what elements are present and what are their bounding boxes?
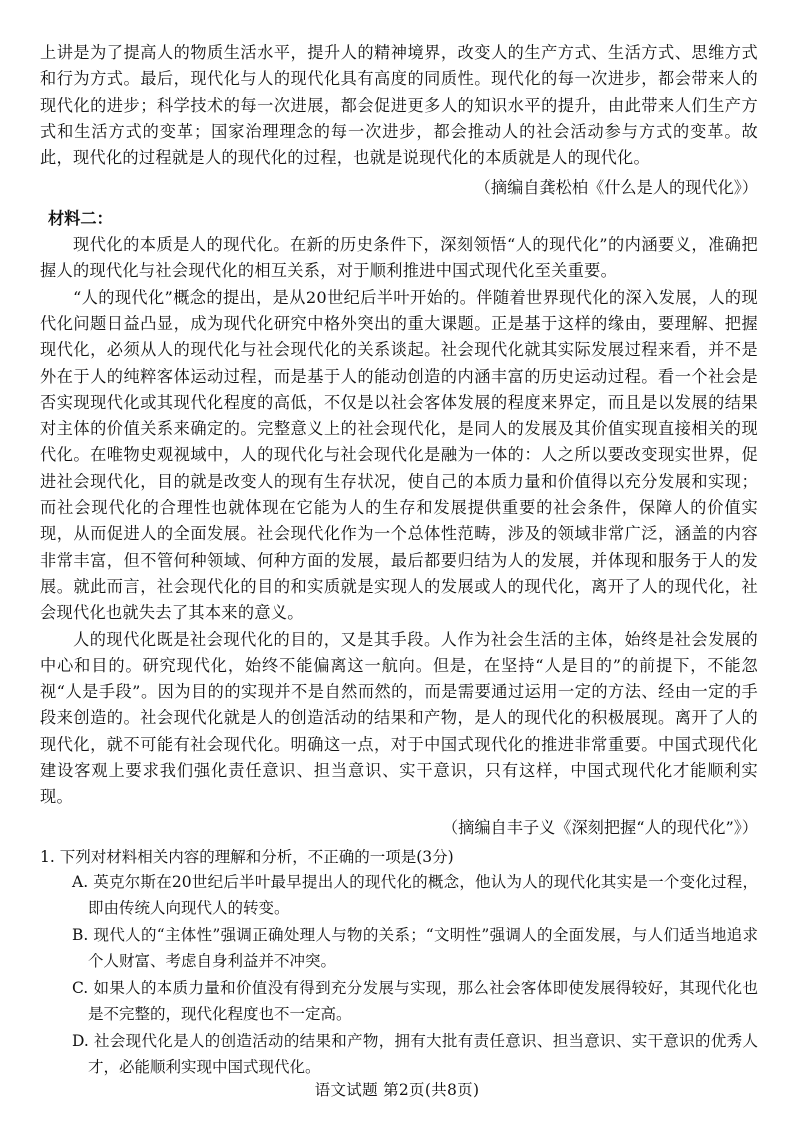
material2-paragraph-3: 人的现代化既是社会现代化的目的，又是其手段。人作为社会生活的主体，始终是社会发展的中心和目的。研究现代化，始终不能偏离这一航向。但是，在坚持“人是目的”的前提下，不能忽视“人是手段”。因为目的的实现并不是自然而然的，而是需要通过运用一定的方法、经由一定的手段来创造的。社会现代化就是人的创造活动的结果和产物，是人的现代化的积极展现。离开了人的现代化，就不可能有社会现代化。明确这一点，对于中国式现代化的推进非常重要。中国式现代化建设客观上要求我们强化责任意识、担当意识、实干意识，只有这样，中国式现代化才能顺利实现。 — [40, 629, 758, 807]
option-c: C. 如果人的本质力量和价值没有得到充分发展与实现，那么社会客体即使发展得较好，其现代化也是不完整的，现代化程度也不一定高。 — [72, 979, 758, 1023]
material2-heading: 材料二： — [48, 208, 113, 228]
material1-source: （摘编自龚松柏《什么是人的现代化》） — [474, 178, 758, 198]
material1-tail-paragraph: 上讲是为了提高人的物质生活水平，提升人的精神境界，改变人的生产方式、生活方式、思维方式和行为方式。最后，现代化与人的现代化具有高度的同质性。现代化的每一次进步，都会带来人的现代化的进步；科学技术的每一次进展，都会促进更多人的知识水平的提升，由此带来人们生产方式和生活方式的变革；国家治理理念的每一次进步，都会推动人的社会活动参与方式的变革。故此，现代化的过程就是人的现代化的过程，也就是说现代化的本质就是人的现代化。 — [40, 43, 758, 168]
question-1-stem: 1. 下列对材料相关内容的理解和分析，不正确的一项是(3分) — [40, 847, 454, 866]
option-a: A. 英克尔斯在20世纪后半叶最早提出人的现代化的概念，他认为人的现代化其实是一个变化过程，即由传统人向现代人的转变。 — [72, 872, 758, 917]
material2-paragraph-2: “人的现代化”概念的提出，是从20世纪后半叶开始的。伴随着世界现代化的深入发展，人的现代化问题日益凸显，成为现代化研究中格外突出的重大课题。正是基于这样的缘由，要理解、把握现代化，必须从人的现代化与社会现代化的关系谈起。社会现代化就其实际发展过程来看，并不是外在于人的纯粹客体运动过程，而是基于人的能动创造的内涵丰富的历史运动过程。看一个社会是否实现现代化或其现代化程度的高低，不仅是以社会客体发展的程度来界定，而且是以发展的结果对主体的价值关系来确定的。完整意义上的社会现代化，是同人的发展及其价值实现直接相关的现代化。在唯物史观视域中，人的现代化与社会现代化是融为一体的：人之所以要改变现实世界，促进社会现代化，目的就是改变人的现有生存状况，使自己的本质力量和价值得以充分发展和实现；而社会现代化的合理性也就体现在它能为人的生存和发展提供重要的社会条件，保障人的价值实现，从而促进人的全面发展。社会现代化作为一个总体性范畴，涉及的领域非常广泛，涵盖的内容非常丰富，但不管何种领域、何种方面的发展，最后都要归结为人的发展，并体现和服务于人的发展。就此而言，社会现代化的目的和实质就是实现人的发展或人的现代化，离开了人的现代化，社会现代化也就失去了其本来的意义。 — [40, 287, 758, 623]
page-footer: 语文试题 第2页(共8页) — [314, 1081, 480, 1099]
material2-paragraph-1: 现代化的本质是人的现代化。在新的历史条件下，深刻领悟“人的现代化”的内涵要义，准确把握人的现代化与社会现代化的相互关系，对于顺利推进中国式现代化至关重要。 — [40, 235, 758, 281]
option-d: D. 社会现代化是人的创造活动的结果和产物，拥有大批有责任意识、担当意识、实干意识的优秀人才，必能顺利实现中国式现代化。 — [72, 1032, 758, 1077]
question-1-options — [40, 870, 758, 1081]
material2-source: （摘编自丰子义《深刻把握“人的现代化”》） — [441, 817, 758, 837]
page-content — [40, 40, 758, 1083]
option-b: B. 现代人的“主体性”强调正确处理人与物的关系；“文明性”强调人的全面发展，与人们适当地追求个人财富、考虑自身利益并不冲突。 — [72, 926, 758, 970]
